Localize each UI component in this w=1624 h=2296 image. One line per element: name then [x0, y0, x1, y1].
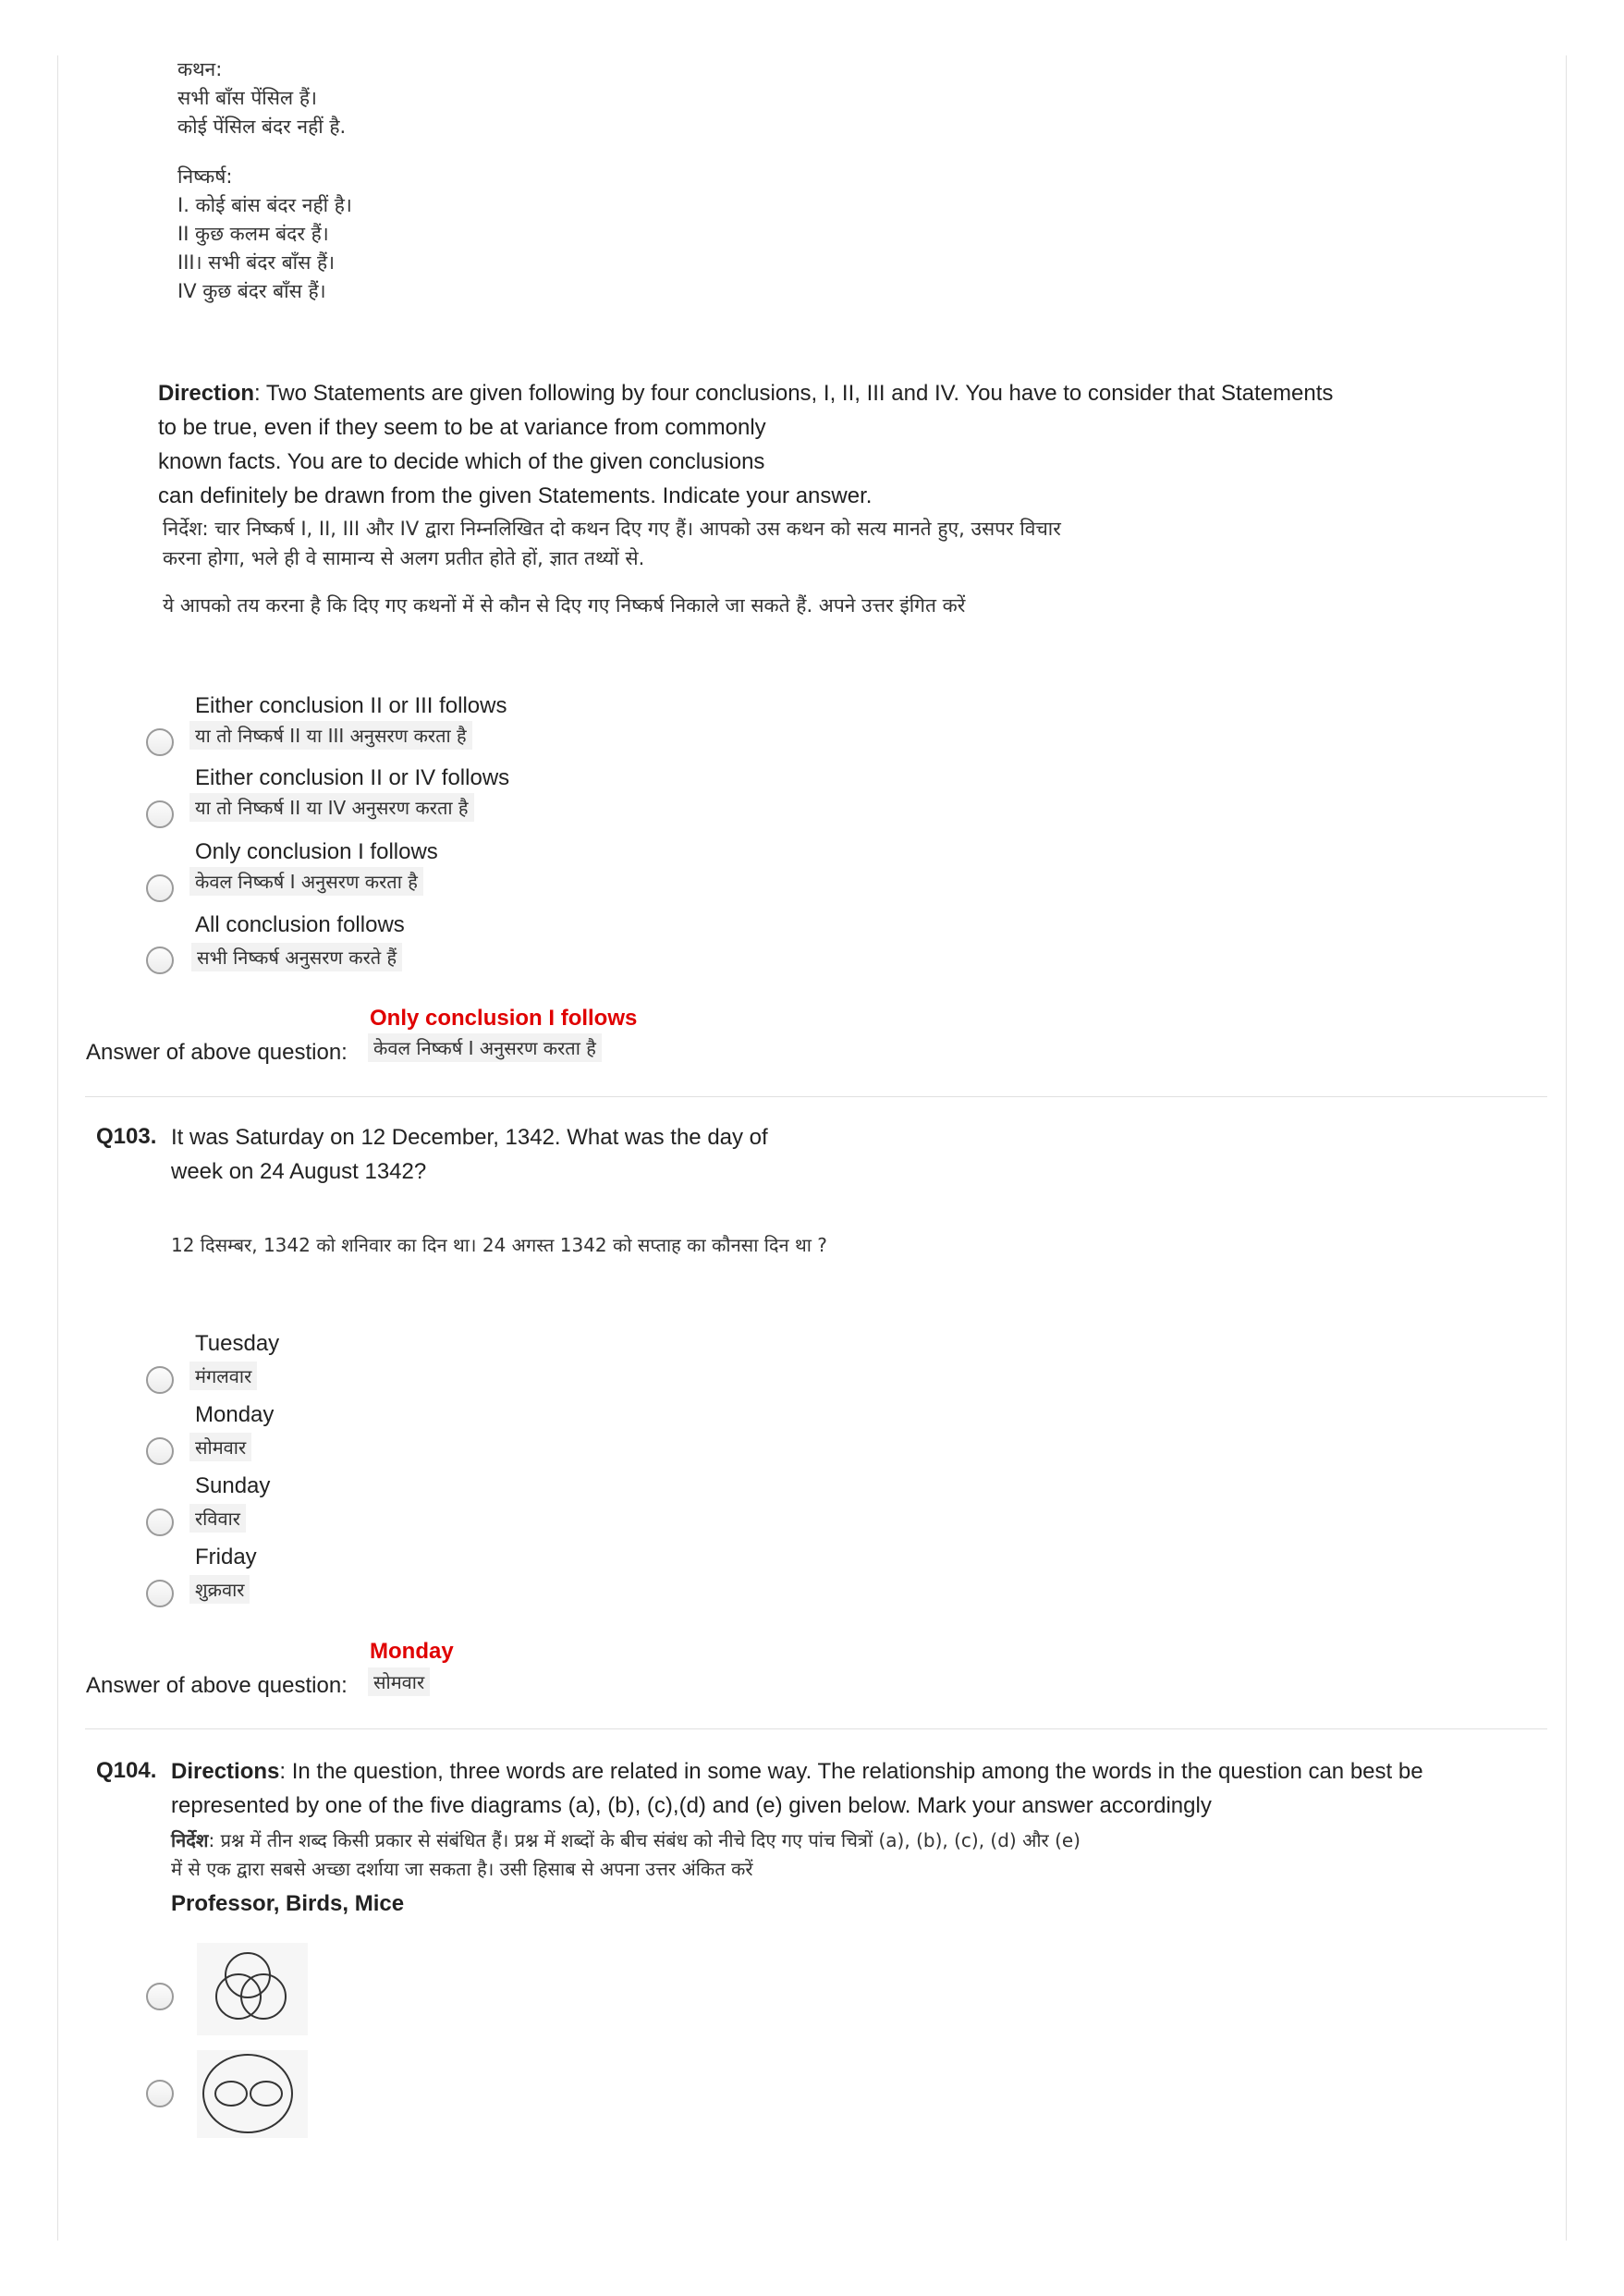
q103-option-1-radio[interactable]	[146, 1366, 174, 1394]
separator	[85, 1096, 1547, 1097]
q103-text-hi: 12 दिसम्बर, 1342 को शनिवार का दिन था। 24 अगस्त 1342 को सप्ताह का कौनसा दिन था ?	[171, 1234, 827, 1256]
q103-option-4-radio[interactable]	[146, 1580, 174, 1607]
left-margin-line	[57, 55, 58, 2241]
q102-option-2-radio[interactable]	[146, 800, 174, 828]
q102-option-2-hi: या तो निष्कर्ष II या IV अनुसरण करता है	[189, 793, 474, 822]
q103-option-2-radio[interactable]	[146, 1437, 174, 1465]
q104-text-hi-2: में से एक द्वारा सबसे अच्छा दर्शाया जा सकता है। उसी हिसाब से अपना उत्तर अंकित करें	[171, 1858, 753, 1880]
q103-option-4-hi: शुक्रवार	[189, 1575, 250, 1604]
q103-number: Q103.	[96, 1124, 157, 1149]
q102-option-1-hi: या तो निष्कर्ष II या III अनुसरण करता है	[189, 721, 472, 750]
direction-en	[158, 376, 1545, 513]
q102-option-4-en: All conclusion follows	[195, 912, 405, 937]
q102-option-1-radio[interactable]	[146, 728, 174, 756]
q104-option-1-radio[interactable]	[146, 1983, 174, 2010]
q103-option-4-en: Friday	[195, 1545, 257, 1569]
q102-option-1-en: Either conclusion II or III follows	[195, 693, 507, 718]
conclusions-label: निष्कर्ष:	[177, 165, 233, 188]
q104-text-en-1: : In the question, three words are related in some way. The relationship among the words in the question can best be	[279, 1759, 1423, 1784]
q104-text-en-2: represented by one of the five diagrams (a), (b), (c),(d) and (e) given below. Mark your answer accordingly	[171, 1793, 1212, 1818]
statements-block	[177, 55, 346, 141]
q103-option-2-en: Monday	[195, 1402, 275, 1427]
q102-answer-hi: केवल निष्कर्ष I अनुसरण करता है	[368, 1033, 602, 1062]
q102-answer-label: Answer of above question:	[86, 1040, 348, 1065]
separator	[85, 1728, 1547, 1729]
q103-option-3-hi: रविवार	[189, 1504, 246, 1533]
q104-option-2-diagram	[197, 2050, 308, 2138]
direction-hi	[163, 514, 1061, 573]
q104-text	[171, 1754, 1539, 1823]
conclusion-1: I. कोई बांस बंदर नहीं है।	[177, 194, 352, 216]
q103-option-2-hi: सोमवार	[189, 1433, 251, 1461]
q103-answer-en: Monday	[370, 1639, 454, 1664]
q102-option-3-radio[interactable]	[146, 874, 174, 902]
statement-1: सभी बाँस पेंसिल हैं।	[177, 87, 317, 109]
q102-option-2-en: Either conclusion II or IV follows	[195, 765, 510, 790]
statements-label: कथन:	[177, 58, 223, 80]
q102-option-3-en: Only conclusion I follows	[195, 839, 438, 864]
q104-words: Professor, Birds, Mice	[171, 1891, 405, 1916]
q104-text-hi-1: : प्रश्न में तीन शब्द किसी प्रकार से संबंधित हैं। प्रश्न में शब्दों के बीच संबंध को नीचे दिए गए पांच चित्रों (a), (b), (c), (d) और (e)	[208, 1829, 1081, 1851]
q103-option-1-hi: मंगलवार	[189, 1362, 257, 1390]
direction-en-3: known facts. You are to decide which of the given conclusions	[158, 449, 765, 474]
direction-en-4: can definitely be drawn from the given Statements. Indicate your answer.	[158, 483, 873, 508]
direction-en-1: : Two Statements are given following by four conclusions, I, II, III and IV. You have to consider that Statements	[254, 381, 1334, 406]
conclusion-3: III। सभी बंदर बाँस हैं।	[177, 251, 336, 274]
q104-number: Q104.	[96, 1758, 157, 1783]
conclusion-2: II कुछ कलम बंदर हैं।	[177, 223, 329, 245]
q103-answer-label: Answer of above question:	[86, 1673, 348, 1698]
q102-option-3-hi: केवल निष्कर्ष I अनुसरण करता है	[189, 867, 423, 896]
statement-2: कोई पेंसिल बंदर नहीं है.	[177, 116, 347, 138]
q102-option-4-hi: सभी निष्कर्ष अनुसरण करते हैं	[191, 943, 402, 971]
direction-hi-3: ये आपको तय करना है कि दिए गए कथनों में से कौन से दिए गए निष्कर्ष निकाले जा सकते हैं. अपने उत्तर इंगित करें	[163, 594, 966, 617]
q104-hi-bold: निर्देश	[171, 1829, 209, 1851]
q103-text-1: It was Saturday on 12 December, 1342. What was the day of	[171, 1125, 768, 1150]
direction-hi-2: करना होगा, भले ही वे सामान्य से अलग प्रतीत होते हों, ज्ञात तथ्यों से.	[163, 547, 645, 569]
direction-hi-1: निर्देश: चार निष्कर्ष I, II, III और IV द्वारा निम्नलिखित दो कथन दिए गए हैं। आपको उस कथन को सत्य मानते हुए, उसपर विचार	[163, 518, 1061, 540]
direction-bold: Direction	[158, 381, 255, 406]
q103-option-3-radio[interactable]	[146, 1508, 174, 1536]
q103-text-2: week on 24 August 1342?	[171, 1159, 427, 1184]
conclusions-block	[177, 163, 352, 306]
q103-option-3-en: Sunday	[195, 1473, 271, 1498]
q103-answer-hi: सोमवार	[368, 1667, 430, 1696]
q104-option-2-radio[interactable]	[146, 2080, 174, 2107]
conclusion-4: IV कुछ बंदर बाँस हैं।	[177, 280, 326, 302]
q104-option-1-diagram	[197, 1943, 308, 2035]
q104-text-hi	[171, 1826, 1280, 1884]
direction-en-2: to be true, even if they seem to be at variance from commonly	[158, 415, 766, 440]
right-margin-line	[1566, 55, 1567, 2241]
q103-text	[171, 1120, 768, 1189]
q104-directions-bold: Directions	[171, 1759, 280, 1784]
q102-answer-en: Only conclusion I follows	[370, 1006, 638, 1031]
q103-option-1-en: Tuesday	[195, 1331, 280, 1356]
q102-option-4-radio[interactable]	[146, 946, 174, 974]
